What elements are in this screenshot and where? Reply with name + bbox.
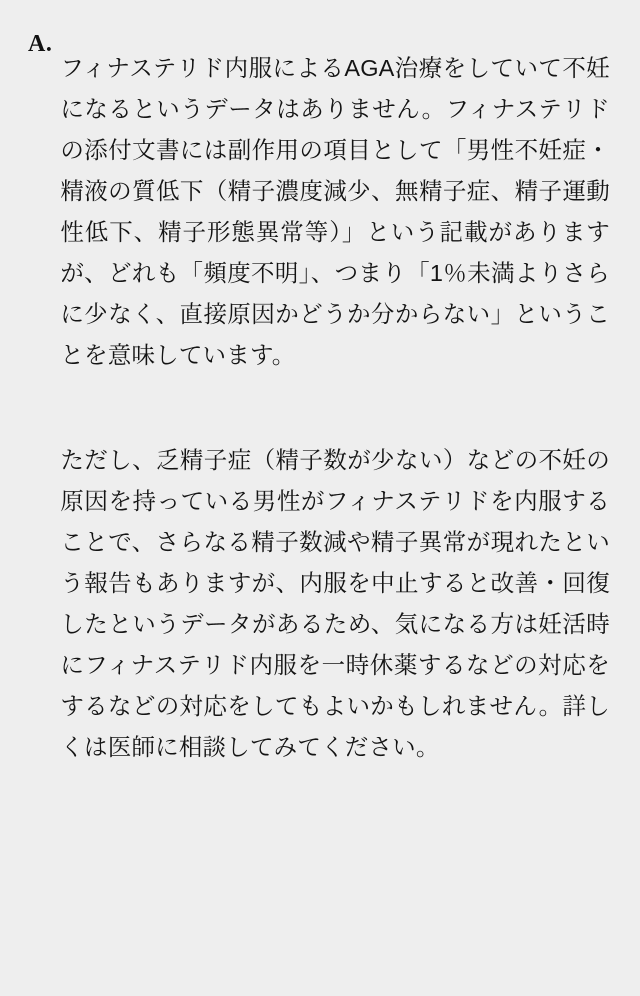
answer-paragraph: ただし、乏精子症（精子数が少ない）などの不妊の原因を持っている男性がフィナステリドを内服することで、さらなる精子数減や精子異常が現れたという報告もありますが、内服を中止すると改善・回復したというデータがあるため、気になる方は妊活時にフィナステリド内服を一時休薬するなどの対応をするなどの対応をしてもよいかもしれません。詳しくは医師に相談してみてください。 [60,447,610,760]
answer-marker: A. [28,31,53,57]
answer-paragraph: フィナステリド内服によるAGA治療をしていて不妊になるというデータはありません。フィナステリドの添付文書には副作用の項目として「男性不妊症・精液の質低下（精子濃度減少、無精子症、精子運動性低下、精子形態異常等）」という記載がありますが、どれも「頻度不明」、つまり「1％未満よりさらに少なく、直接原因かどうか分からない」ということを意味しています。 [60,54,610,368]
answer-body [60,24,610,792]
